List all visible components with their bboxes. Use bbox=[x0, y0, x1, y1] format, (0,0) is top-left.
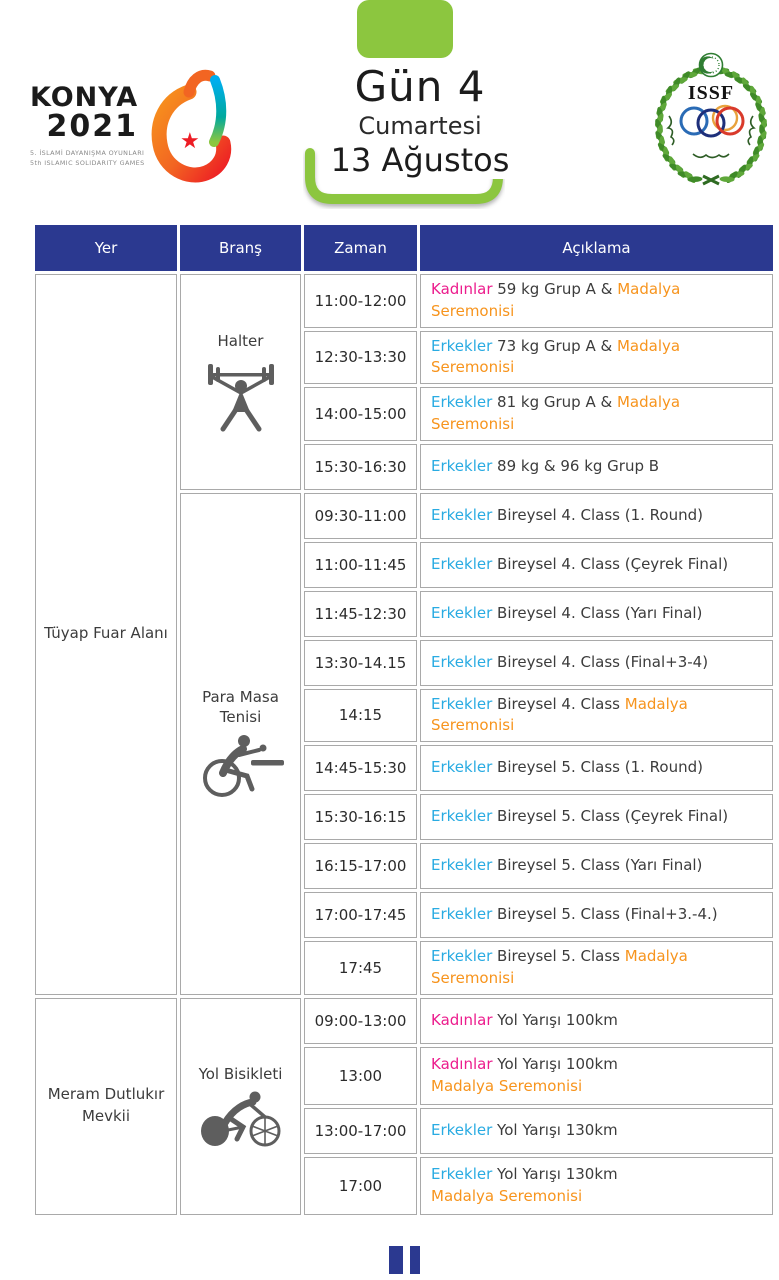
issf-abbreviation: ISSF bbox=[687, 82, 735, 104]
time-cell: 09:00-13:00 bbox=[304, 998, 417, 1044]
column-header-brans: Branş bbox=[180, 225, 301, 271]
desc-segment: Erkekler bbox=[431, 694, 493, 713]
desc-segment: Bireysel 5. Class (Çeyrek Final) bbox=[492, 807, 729, 826]
desc-segment: Erkekler bbox=[431, 1164, 493, 1183]
konya-logo-text bbox=[30, 82, 145, 169]
time-cell: 14:45-15:30 bbox=[304, 745, 417, 791]
weekday-label: Cumartesi bbox=[358, 112, 482, 140]
description-cell bbox=[420, 998, 773, 1044]
desc-segment: Erkekler bbox=[431, 393, 493, 411]
road-cycling-icon bbox=[195, 1089, 287, 1147]
desc-segment: 59 kg Grup A & bbox=[492, 280, 618, 298]
desc-segment: Erkekler bbox=[431, 758, 493, 777]
time-cell: 13:00 bbox=[304, 1047, 417, 1105]
description-cell bbox=[420, 1047, 773, 1105]
description-cell bbox=[420, 689, 773, 743]
desc-segment: Bireysel 4. Class (Yarı Final) bbox=[492, 603, 703, 622]
desc-segment: Bireysel 4. Class (Final+3-4) bbox=[492, 652, 709, 671]
star-glyph: ★ bbox=[180, 129, 200, 154]
desc-segment: Kadınlar bbox=[431, 280, 493, 298]
date-label: 13 Ağustos bbox=[270, 141, 570, 179]
schedule-row bbox=[35, 274, 773, 328]
desc-segment: Erkekler bbox=[431, 456, 493, 475]
desc-segment: Yol Yarışı 100km bbox=[492, 1054, 618, 1073]
issf-logo bbox=[645, 50, 777, 190]
pause-bars-icon bbox=[389, 1246, 429, 1274]
desc-segment: Erkekler bbox=[431, 856, 493, 875]
desc-segment: Madalya Seremonisi bbox=[431, 336, 681, 377]
description-cell bbox=[420, 1157, 773, 1215]
konya-2021-logo bbox=[30, 72, 225, 190]
konya-logo-title: KONYA bbox=[30, 82, 139, 113]
day-label: Gün 4 bbox=[354, 62, 486, 111]
desc-segment: Kadınlar bbox=[431, 1054, 493, 1073]
konya-tulip-icon bbox=[142, 64, 242, 198]
sport-cell bbox=[180, 274, 301, 490]
para-table-tennis-icon bbox=[195, 731, 287, 799]
desc-segment: Erkekler bbox=[431, 603, 493, 622]
desc-segment: Madalya Seremonisi bbox=[431, 1076, 583, 1095]
description-cell bbox=[420, 387, 773, 441]
description-cell bbox=[420, 843, 773, 889]
konya-logo-year: 2021 bbox=[46, 109, 138, 144]
schedule-table bbox=[32, 222, 776, 1218]
description-cell bbox=[420, 542, 773, 588]
description-cell bbox=[420, 941, 773, 995]
schedule-row bbox=[35, 998, 773, 1044]
time-cell: 14:15 bbox=[304, 689, 417, 743]
description-cell bbox=[420, 892, 773, 938]
time-cell: 17:00-17:45 bbox=[304, 892, 417, 938]
description-cell bbox=[420, 274, 773, 328]
sport-label: Halter bbox=[217, 332, 264, 350]
column-header-aciklama: Açıklama bbox=[420, 225, 773, 271]
desc-segment: Bireysel 4. Class bbox=[492, 694, 625, 713]
desc-segment: 81 kg Grup A & bbox=[492, 393, 617, 411]
description-cell bbox=[420, 444, 773, 490]
weightlifter-icon bbox=[202, 356, 280, 432]
description-cell bbox=[420, 794, 773, 840]
time-cell: 16:15-17:00 bbox=[304, 843, 417, 889]
desc-segment: Bireysel 4. Class (1. Round) bbox=[492, 505, 703, 524]
desc-segment: Bireysel 5. Class bbox=[492, 947, 625, 965]
sport-cell bbox=[180, 493, 301, 995]
desc-segment: Bireysel 4. Class (Çeyrek Final) bbox=[492, 554, 729, 573]
desc-segment: Yol Yarışı 130km bbox=[492, 1120, 618, 1139]
green-tab-decoration bbox=[357, 0, 453, 58]
time-cell: 15:30-16:30 bbox=[304, 444, 417, 490]
description-cell bbox=[420, 1108, 773, 1154]
desc-segment: 73 kg Grup A & bbox=[492, 336, 617, 355]
venue-cell: Tüyap Fuar Alanı bbox=[35, 274, 177, 995]
description-cell bbox=[420, 331, 773, 385]
desc-segment: Bireysel 5. Class (Final+3.-4.) bbox=[492, 905, 718, 924]
desc-segment: Yol Yarışı 130km bbox=[492, 1164, 618, 1183]
desc-segment: Kadınlar bbox=[431, 1010, 493, 1029]
venue-cell: Meram Dutlukır Mevkii bbox=[35, 998, 177, 1215]
desc-segment: Erkekler bbox=[431, 905, 493, 924]
sport-label: Para Masa Tenisi bbox=[202, 688, 279, 726]
time-cell: 12:30-13:30 bbox=[304, 331, 417, 385]
time-cell: 13:30-14.15 bbox=[304, 640, 417, 686]
time-cell: 13:00-17:00 bbox=[304, 1108, 417, 1154]
desc-segment: Erkekler bbox=[431, 554, 493, 573]
desc-segment: Erkekler bbox=[431, 652, 493, 671]
desc-segment: Madalya Seremonisi bbox=[431, 947, 688, 987]
desc-segment: Erkekler bbox=[431, 947, 493, 965]
desc-segment: Yol Yarışı 100km bbox=[492, 1010, 618, 1029]
desc-segment: Erkekler bbox=[431, 505, 493, 524]
description-cell bbox=[420, 745, 773, 791]
time-cell: 11:00-11:45 bbox=[304, 542, 417, 588]
desc-segment: Madalya Seremonisi bbox=[431, 393, 681, 433]
desc-segment: Madalya Seremonisi bbox=[431, 1186, 583, 1205]
time-cell: 17:00 bbox=[304, 1157, 417, 1215]
desc-segment: Erkekler bbox=[431, 1120, 493, 1139]
time-cell: 11:00-12:00 bbox=[304, 274, 417, 328]
konya-logo-subtitle-en: 5th ISLAMIC SOLIDARITY GAMES bbox=[30, 159, 145, 168]
desc-segment: Erkekler bbox=[431, 336, 493, 355]
column-header-yer: Yer bbox=[35, 225, 177, 271]
time-cell: 14:00-15:00 bbox=[304, 387, 417, 441]
time-cell: 17:45 bbox=[304, 941, 417, 995]
description-cell bbox=[420, 591, 773, 637]
konya-logo-subtitle-tr: 5. İSLAMİ DAYANIŞMA OYUNLARI bbox=[30, 148, 145, 157]
desc-segment: Erkekler bbox=[431, 807, 493, 826]
desc-segment: Madalya Seremonisi bbox=[431, 280, 681, 320]
desc-segment: Madalya Seremonisi bbox=[431, 694, 688, 735]
description-cell bbox=[420, 640, 773, 686]
sport-label: Yol Bisikleti bbox=[198, 1065, 283, 1084]
schedule-table-header bbox=[35, 225, 773, 271]
time-cell: 09:30-11:00 bbox=[304, 493, 417, 539]
desc-segment: Bireysel 5. Class (1. Round) bbox=[492, 758, 703, 777]
time-cell: 11:45-12:30 bbox=[304, 591, 417, 637]
desc-segment: Bireysel 5. Class (Yarı Final) bbox=[492, 856, 703, 875]
column-header-zaman: Zaman bbox=[304, 225, 417, 271]
olympic-rings-icon bbox=[681, 106, 743, 136]
sport-cell bbox=[180, 998, 301, 1215]
time-cell: 15:30-16:15 bbox=[304, 794, 417, 840]
desc-segment: 89 kg & 96 kg Grup B bbox=[492, 456, 660, 475]
description-cell bbox=[420, 493, 773, 539]
